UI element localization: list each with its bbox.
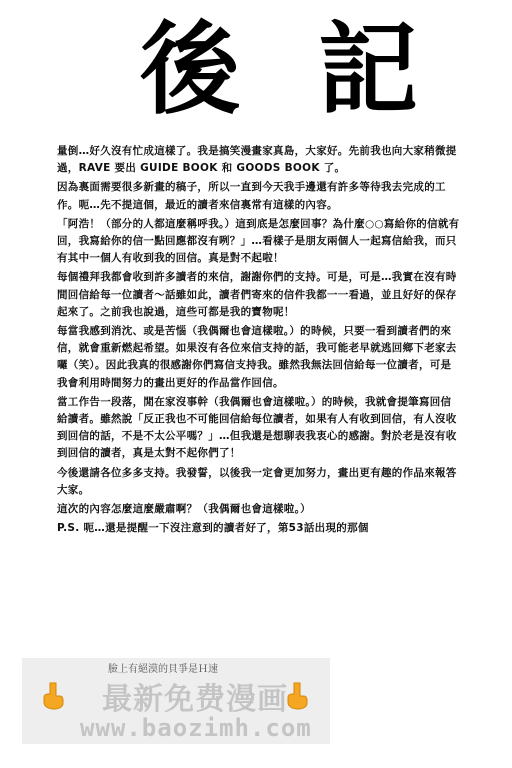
title-char-right: 記: [318, 11, 418, 128]
paragraph-8: 這次的內容怎麼這麼嚴肅啊？（我偶爾也會這樣啦。）: [57, 503, 311, 516]
afterword-body: [57, 143, 461, 539]
watermark-overlay: [22, 658, 330, 744]
paragraph-9: P.S. 呃…還是提醒一下沒注意到的讀者好了，第53話出現的那個: [57, 522, 369, 535]
title-char-left: 後: [140, 11, 240, 128]
watermark-caption: 臉上有絕漠的貝爭是Ｈ速: [108, 664, 218, 675]
paragraph-5: 每當我感到消沈、或是苦惱（我偶爾也會這樣啦。）的時候，只要一看到讀者們的來信，就會重新燃起希望。如果沒有各位來信支持的話，我可能老早就逃回鄉下老家去囉（笑）。因此我真的很感謝你們寫信支持我。雖然我無法回信給每一位讀者，可是我會利用時間努力的畫出更好的作品當作回信。: [57, 325, 457, 389]
paragraph-7: 今後還請各位多多支持。我發誓，以後我一定會更加努力，畫出更有趣的作品來報答大家。: [57, 466, 457, 496]
paragraph-4: 每個禮拜我都會收到許多讀者的來信，謝謝你們的支持。可是，可是…我實在沒有時間回信給每一位讀者～話雖如此，讀者們寄來的信件我都一一看過，並且好好的保存起來了。之前我也說過，這些可都是我的寶物呢！: [57, 271, 457, 318]
watermark-url: www.baozimh.com: [80, 714, 312, 742]
paragraph-2: 因為裏面需要很多新畫的稿子，所以一直到今天我手邊還有許多等待我去完成的工作。呃…先不提這個，最近的讀者來信裏常有這樣的內容。: [57, 181, 446, 211]
pointing-down-hand-icon: [286, 682, 308, 710]
paragraph-3: 「阿浩！（部分的人都這麼稱呼我。）這到底是怎麼回事？為什麼○○寫給你的信就有回，我寫給你的信一點回應都沒有咧？」…看樣子是朋友兩個人一起寫信給我，而只有其中一個人有收到我的回信。真是對不起啦！: [57, 217, 460, 265]
pointing-down-hand-icon: [42, 682, 64, 710]
paragraph-1: 量倒…好久沒有忙成這樣了。我是搞笑漫畫家真島，大家好。先前我也向大家稍微提過，RAVE 要出 GUIDE BOOK 和 GOODS BOOK 了。: [57, 145, 457, 175]
watermark-headline: 最新免费漫画: [102, 682, 288, 717]
paragraph-6: 當工作告一段落，閒在家沒事幹（我偶爾也會這樣啦。）的時候，我就會提筆寫回信給讀者。雖然說「反正我也不可能回信給每位讀者，如果有人有收到回信，有人沒收到回信的話，不是不太公平嗎？」…但我還是想聊表我衷心的感謝。對於老是沒有收到回信的讀者，真是太對不起你們了！: [57, 395, 457, 460]
